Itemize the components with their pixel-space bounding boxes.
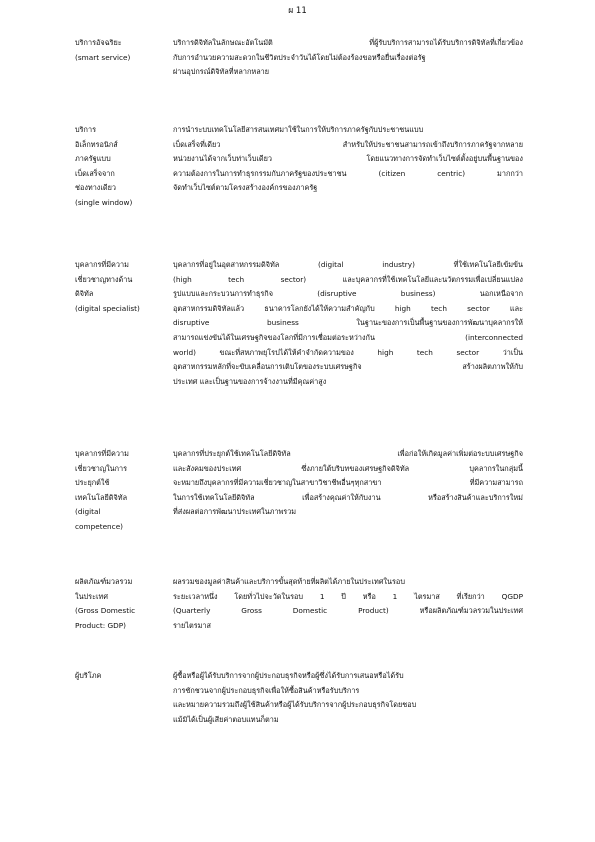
definition-line: และหมายความรวมถึงผู้ใช้สินค้าหรือผู้ได้รับบริการจากผู้ประกอบธุรกิจโดยชอบ xyxy=(173,700,417,710)
definition-line: รายไตรมาส xyxy=(173,620,211,630)
term-line: (smart service) xyxy=(75,52,131,62)
term-line: Product: GDP) xyxy=(75,620,127,630)
definition-line: จัดทำเว็บไซต์ตามโครงสร้างองค์กรของภาครัฐ xyxy=(173,183,318,193)
term-line: ภาครัฐแบบ xyxy=(75,154,111,164)
definition-line: การชักชวนจากผู้ประกอบธุรกิจเพื่อให้ซื้อสินค้าหรือรับบริการ xyxy=(173,685,360,695)
term-line: (single window) xyxy=(75,197,133,207)
definition-line: ผู้ซื้อหรือผู้ได้รับบริการจากผู้ประกอบธุรกิจหรือผู้ซึ่งได้รับการเสนอหรือได้รับ xyxy=(173,671,404,680)
definition-line: ผลรวมของมูลค่าสินค้าและบริการขั้นสุดท้ายที่ผลิตได้ภายในประเทศในรอบ xyxy=(173,577,405,586)
term-line: ประยุกต์ใช้ xyxy=(75,478,110,488)
definition-line: disruptive business ในฐานะของการเป็นพื้นฐานของการพัฒนาบุคลากรให้ xyxy=(173,318,523,328)
definition-line: ความต้องการในการทำธุรกรรมกับภาครัฐของประชาชน (citizen centric) มากกว่า xyxy=(173,168,523,178)
term-line: ในประเทศ xyxy=(75,591,108,601)
term-line: (Gross Domestic xyxy=(75,606,136,616)
entry-definition xyxy=(173,258,523,389)
definition-line: จะหมายถึงบุคลากรที่มีความเชี่ยวชาญในสาขาวิชาชีพอื่นๆทุกสาขา ที่มีความสามารถ xyxy=(173,478,523,488)
term-line: เชี่ยวชาญในการ xyxy=(75,463,128,473)
entry-definition xyxy=(173,669,523,727)
term-line: บุคลากรที่มีความ xyxy=(75,449,129,458)
definition-line: กับการอำนวยความสะดวกในชีวิตประจำวันได้โดยไม่ต้องร้องขอหรือยื่นเรื่องต่อรัฐ xyxy=(173,52,426,62)
term-line: เบ็ดเสร็จจาก xyxy=(75,168,115,178)
definition-line: world) ขณะที่สหภาพยุโรปได้ให้คำจำกัดความของ high tech sector ว่าเป็น xyxy=(173,347,523,357)
definition-line: บุคลากรที่อยู่ในอุตสาหกรรมดิจิทัล (digital industry) ที่ใช้เทคโนโลยีเข้มข้น xyxy=(173,260,523,269)
definition-line: ที่ส่งผลต่อการพัฒนาประเทศในภาพรวม xyxy=(173,507,297,517)
definition-line: รูปแบบและกระบวนการทำธุรกิจ (disruptive business) นอกเหนือจาก xyxy=(173,289,523,299)
entry-term xyxy=(75,447,170,535)
page-number: ผ 11 xyxy=(288,6,307,16)
term-line: ผู้บริโภค xyxy=(75,671,102,680)
definition-line: ผ่านอุปกรณ์ดิจิทัลที่หลากหลาย xyxy=(173,67,270,77)
term-line: อิเล็กทรอนิกส์ xyxy=(75,139,118,149)
definition-line: อุตสาหกรรมหลักที่จะขับเคลื่อนการเติบโตของระบบเศรษฐกิจ สร้างผลิตภาพให้กับ xyxy=(173,362,523,372)
term-line: เทคโนโลยีดิจิทัล xyxy=(75,492,128,502)
entry-term xyxy=(75,36,170,65)
definition-line: (high tech sector) และบุคลากรที่ใช้เทคโนโลยีและนวัตกรรมเพื่อเปลี่ยนแปลง xyxy=(173,274,523,284)
entry-term xyxy=(75,669,170,684)
term-line: (digital specialist) xyxy=(75,303,140,313)
term-line: ดิจิทัล xyxy=(75,289,94,299)
entry-definition xyxy=(173,36,523,80)
definition-line: (Quarterly Gross Domestic Product) หรือผลิตภัณฑ์มวลรวมในประเทศ xyxy=(173,606,523,616)
term-line: (digital xyxy=(75,507,101,517)
definition-line: อุตสาหกรรมดิจิทัลแล้ว ธนาคารโลกยังได้ให้ความสำคัญกับ high tech sector และ xyxy=(173,303,523,313)
definition-line: บุคลากรที่ประยุกต์ใช้เทคโนโลยีดิจิทัล เพื่อก่อให้เกิดมูลค่าเพิ่มต่อระบบเศรษฐกิจ xyxy=(173,449,523,458)
term-line: ผลิตภัณฑ์มวลรวม xyxy=(75,577,133,586)
definition-line: บริการดิจิทัลในลักษณะอัตโนมัติ ที่ผู้รับบริการสามารถได้รับบริการดิจิทัลที่เกี่ยวข้อง xyxy=(173,38,523,47)
definition-line: ประเทศ และเป็นฐานของการจ้างงานที่มีคุณค่าสูง xyxy=(173,376,327,386)
entry-definition xyxy=(173,123,523,196)
definition-line: ระยะเวลาหนึ่ง โดยทั่วไปจะวัดในรอบ 1 ปี หรือ 1 ไตรมาส ที่เรียกว่า QGDP xyxy=(173,591,523,601)
definition-line: สามารถแข่งขันได้ในเศรษฐกิจของโลกที่มีการเชื่อมต่อระหว่างกัน (interconnected xyxy=(173,332,523,342)
definition-line: แม้มิได้เป็นผู้เสียค่าตอบแทนก็ตาม xyxy=(173,714,279,724)
term-line: ช่องทางเดียว xyxy=(75,183,116,193)
definition-line: เบ็ดเสร็จที่เดียว สำหรับให้ประชาชนสามารถเข้าถึงบริการภาครัฐจากหลาย xyxy=(173,139,523,149)
term-line: บุคลากรที่มีความ xyxy=(75,260,129,269)
entry-term xyxy=(75,575,170,633)
term-line: เชี่ยวชาญทางด้าน xyxy=(75,274,133,284)
definition-line: และสังคมของประเทศ ซึ่งภายใต้บริบทของเศรษฐกิจดิจิทัล บุคลากรในกลุ่มนี้ xyxy=(173,463,523,473)
definition-line: หน่วยงานได้จากเว็บท่าเว็บเดียว โดยแนวทางการจัดทำเว็บไซต์ตั้งอยู่บนพื้นฐานของ xyxy=(173,154,523,164)
term-line: competence) xyxy=(75,521,124,531)
entry-term xyxy=(75,123,170,211)
term-line: บริการอัจฉริยะ xyxy=(75,38,122,47)
term-line: บริการ xyxy=(75,125,96,134)
definition-line: การนำระบบเทคโนโลยีสารสนเทศมาใช้ในการให้บริการภาครัฐกับประชาชนแบบ xyxy=(173,125,424,134)
definition-line: ในการใช้เทคโนโลยีดิจิทัล เพื่อสร้างคุณค่าให้กับงาน หรือสร้างสินค้าและบริการใหม่ xyxy=(173,492,523,502)
entry-definition xyxy=(173,447,523,520)
entry-definition xyxy=(173,575,523,633)
entry-term xyxy=(75,258,170,316)
